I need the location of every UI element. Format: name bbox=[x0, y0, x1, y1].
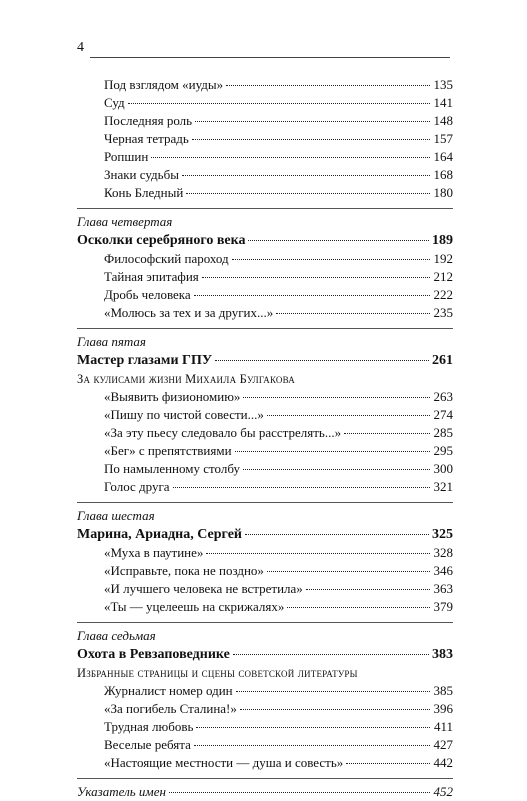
toc-entry[interactable]: «Бег» с препятствиями 295 bbox=[104, 443, 453, 458]
page-number: 4 bbox=[77, 40, 84, 55]
dot-leader bbox=[267, 415, 430, 416]
dot-leader bbox=[182, 175, 430, 176]
toc-entry[interactable]: Дробь человека 222 bbox=[104, 287, 453, 302]
dot-leader bbox=[186, 193, 430, 194]
dot-leader bbox=[245, 534, 429, 535]
subsection-heading: Избранные страницы и сцены советской литературы bbox=[77, 666, 358, 680]
chapter-title-entry[interactable]: Охота в Ревзаповеднике 383 bbox=[77, 647, 453, 662]
chapter-4 bbox=[77, 213, 453, 322]
toc-entry[interactable]: «И лучшего человека не встретила» 363 bbox=[104, 581, 453, 596]
section-divider bbox=[77, 208, 453, 209]
chapter-label: Глава четвертая bbox=[77, 214, 173, 229]
toc-entry[interactable]: По намыленному столбу 300 bbox=[104, 461, 453, 476]
table-of-contents bbox=[77, 76, 453, 801]
dot-leader bbox=[151, 157, 430, 158]
toc-entry[interactable]: Веселые ребята 427 bbox=[104, 737, 453, 752]
dot-leader bbox=[346, 763, 430, 764]
dot-leader bbox=[344, 433, 430, 434]
dot-leader bbox=[173, 487, 430, 488]
chapter-label: Глава седьмая bbox=[77, 628, 156, 643]
dot-leader bbox=[287, 607, 430, 608]
section-divider bbox=[77, 622, 453, 623]
section-divider bbox=[77, 502, 453, 503]
chapter-label: Глава пятая bbox=[77, 334, 146, 349]
dot-leader bbox=[195, 121, 430, 122]
dot-leader bbox=[206, 553, 430, 554]
dot-leader bbox=[236, 691, 430, 692]
dot-leader bbox=[194, 745, 430, 746]
toc-block-continued bbox=[77, 76, 453, 202]
dot-leader bbox=[196, 727, 430, 728]
toc-entry[interactable]: Голос друга 321 bbox=[104, 479, 453, 494]
toc-entry[interactable]: «Пишу по чистой совести...» 274 bbox=[104, 407, 453, 422]
subsection-heading: За кулисами жизни Михаила Булгакова bbox=[77, 372, 295, 386]
dot-leader bbox=[232, 259, 430, 260]
toc-entry[interactable]: «За погибель Сталина!» 396 bbox=[104, 701, 453, 716]
dot-leader bbox=[248, 240, 429, 241]
toc-entry[interactable]: Последняя роль 148 bbox=[104, 113, 453, 128]
chapter-label: Глава шестая bbox=[77, 508, 155, 523]
section-divider bbox=[77, 328, 453, 329]
index-entry[interactable]: Указатель имен 452 bbox=[77, 784, 453, 799]
toc-entry[interactable]: «Выявить физиономию» 263 bbox=[104, 389, 453, 404]
chapter-title-entry[interactable]: Мастер глазами ГПУ 261 bbox=[77, 353, 453, 368]
chapter-5 bbox=[77, 333, 453, 496]
toc-entry[interactable]: Черная тетрадь 157 bbox=[104, 131, 453, 146]
chapter-6 bbox=[77, 507, 453, 616]
dot-leader bbox=[267, 571, 430, 572]
toc-entry[interactable]: Ропшин 164 bbox=[104, 149, 453, 164]
toc-entry[interactable]: Трудная любовь 411 bbox=[104, 719, 453, 734]
toc-entry[interactable]: Знаки судьбы 168 bbox=[104, 167, 453, 182]
toc-entry[interactable]: «Муха в паутине» 328 bbox=[104, 545, 453, 560]
toc-entry[interactable]: Под взглядом «иуды» 135 bbox=[104, 77, 453, 92]
toc-entry[interactable]: Конь Бледный 180 bbox=[104, 185, 453, 200]
dot-leader bbox=[243, 469, 430, 470]
dot-leader bbox=[202, 277, 430, 278]
dot-leader bbox=[215, 360, 429, 361]
dot-leader bbox=[243, 397, 430, 398]
toc-entry[interactable]: Философский пароход 192 bbox=[104, 251, 453, 266]
chapter-title-entry[interactable]: Осколки серебряного века 189 bbox=[77, 233, 453, 248]
section-divider bbox=[77, 778, 453, 779]
dot-leader bbox=[233, 654, 429, 655]
dot-leader bbox=[169, 792, 430, 793]
dot-leader bbox=[226, 85, 430, 86]
toc-entry[interactable]: «Молюсь за тех и за других...» 235 bbox=[104, 305, 453, 320]
toc-entry[interactable]: «За эту пьесу следовало бы расстрелять...» 285 bbox=[104, 425, 453, 440]
dot-leader bbox=[235, 451, 430, 452]
toc-entry[interactable]: «Настоящие местности — душа и совесть» 442 bbox=[104, 755, 453, 770]
toc-entry[interactable]: «Исправьте, пока не поздно» 346 bbox=[104, 563, 453, 578]
toc-entry[interactable]: «Ты — уцелеешь на скрижалях» 379 bbox=[104, 599, 453, 614]
dot-leader bbox=[306, 589, 430, 590]
header-rule bbox=[90, 57, 450, 58]
toc-entry[interactable]: Журналист номер один 385 bbox=[104, 683, 453, 698]
chapter-7 bbox=[77, 627, 453, 772]
dot-leader bbox=[194, 295, 430, 296]
dot-leader bbox=[240, 709, 430, 710]
dot-leader bbox=[276, 313, 430, 314]
dot-leader bbox=[128, 103, 430, 104]
toc-entry[interactable]: Суд 141 bbox=[104, 95, 453, 110]
chapter-title-entry[interactable]: Марина, Ариадна, Сергей 325 bbox=[77, 527, 453, 542]
toc-entry[interactable]: Тайная эпитафия 212 bbox=[104, 269, 453, 284]
dot-leader bbox=[192, 139, 430, 140]
